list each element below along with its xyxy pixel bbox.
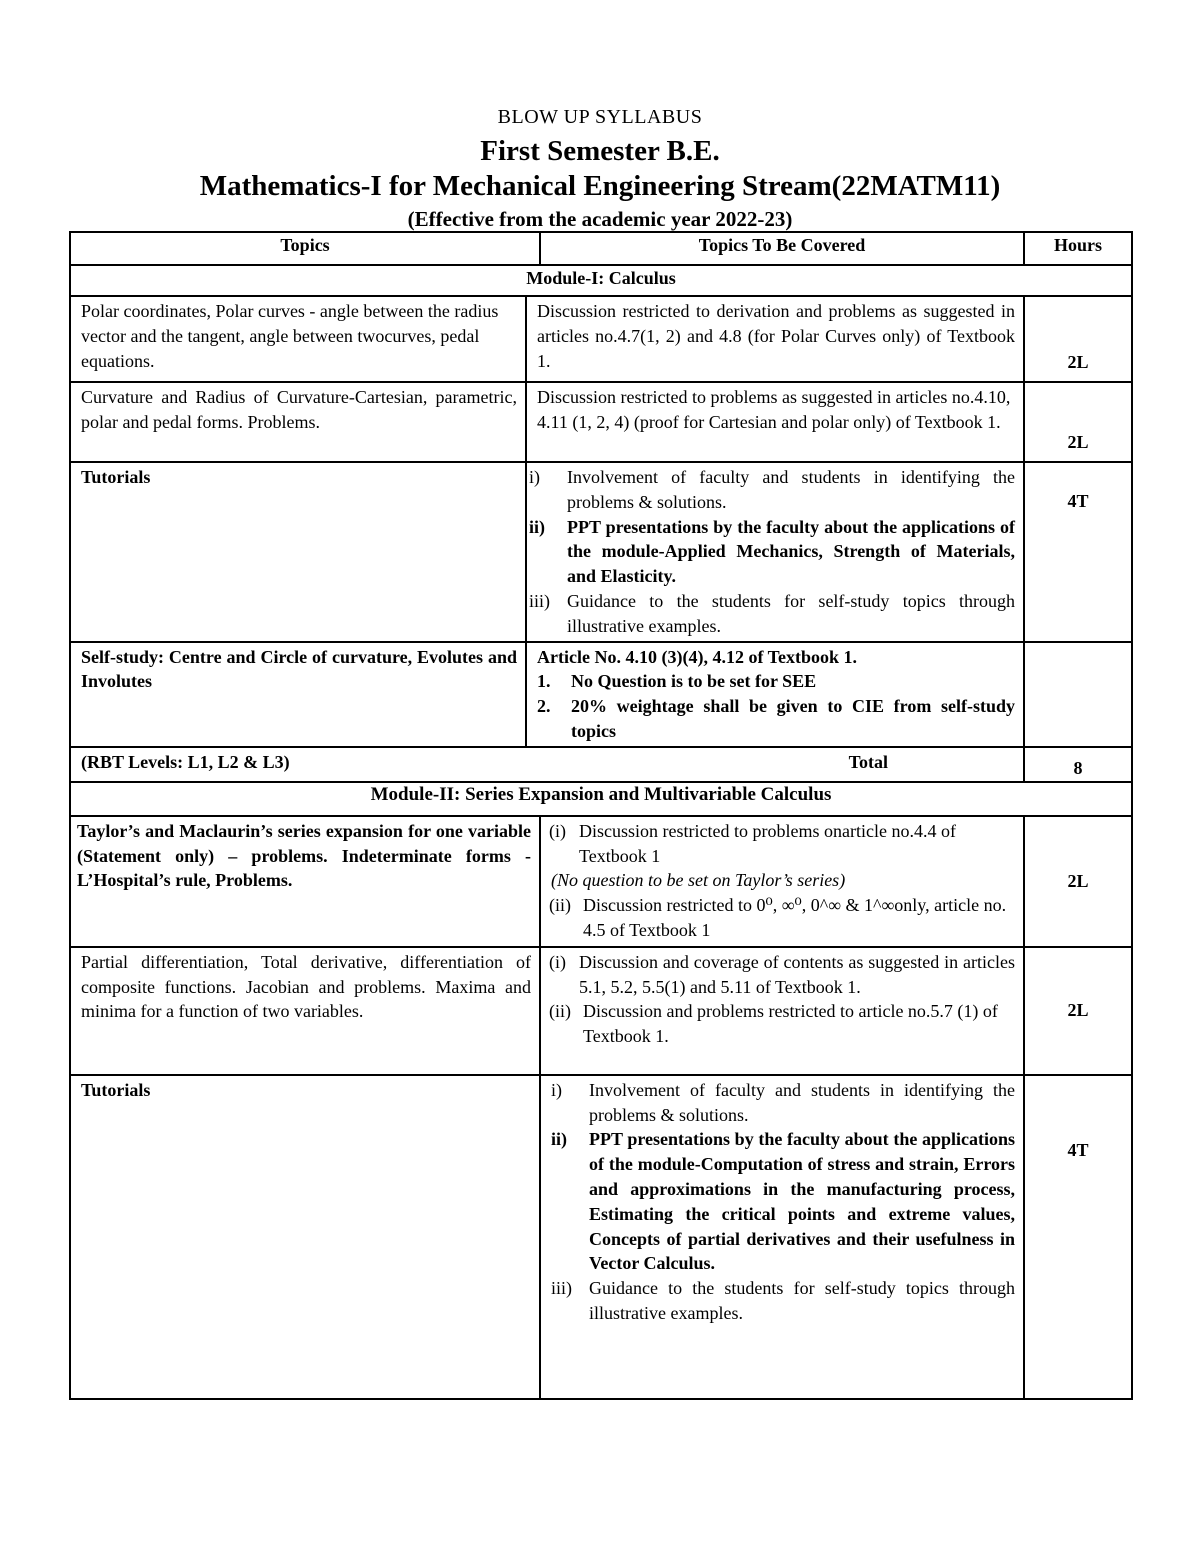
covered-cell: Discussion restricted to derivation and problems as suggested in articles no.4.7(1, 2) and 4.8 (for Polar Curves only) of Textbook 1. bbox=[526, 296, 1024, 382]
table-row bbox=[70, 816, 1132, 947]
table-row bbox=[70, 642, 1132, 747]
semester-title: First Semester B.E. bbox=[480, 135, 720, 167]
selfstudy-list bbox=[537, 669, 1015, 743]
list-item: ii) PPT presentations by the faculty about the applications of the module-Applied Mechanics, Strength of Materials, and Elasticity. bbox=[529, 516, 1016, 587]
col-topics-header: Topics bbox=[70, 232, 540, 265]
covered-cell: Discussion restricted to problems as suggested in articles no.4.10, 4.11 (1, 2, 4) (proof for Cartesian and polar only) of Textbook 1. bbox=[526, 382, 1024, 462]
selfstudy-article: Article No. 4.10 (3)(4), 4.12 of Textbook 1. bbox=[537, 646, 857, 667]
effective-year: (Effective from the academic year 2022-23) bbox=[407, 207, 793, 231]
hours-cell: 4T bbox=[1024, 462, 1132, 642]
syllabus-table bbox=[69, 231, 1133, 1400]
hours-cell: 2L bbox=[1024, 296, 1132, 382]
table-header-row bbox=[70, 232, 1132, 265]
doc-label: BLOW UP SYLLABUS bbox=[497, 106, 703, 128]
hours-cell: 2L bbox=[1024, 382, 1132, 462]
hours-cell: 2L bbox=[1024, 816, 1132, 947]
list-item: (No question to be set on Taylor’s series) bbox=[551, 870, 846, 891]
selfstudy-covered-cell bbox=[526, 642, 1024, 747]
list-item: (ii) Discussion restricted to 0⁰, ∞⁰, 0^∞ & 1^∞only, article no. 4.5 of Textbook 1 bbox=[549, 895, 1007, 940]
selfstudy-topic-cell: Self-study: Centre and Circle of curvature, Evolutes and Involutes bbox=[70, 642, 526, 747]
covered-cell bbox=[540, 816, 1024, 947]
topic-cell: Curvature and Radius of Curvature-Cartesian, parametric, polar and pedal forms. Problems. bbox=[70, 382, 526, 462]
list-item: iii) Guidance to the students for self-study topics through illustrative examples. bbox=[529, 590, 1016, 636]
list-item: 2. 20% weightage shall be given to CIE from self-study topics bbox=[537, 696, 1016, 741]
hours-cell bbox=[1024, 642, 1132, 747]
module1-title: Module-I: Calculus bbox=[70, 265, 1132, 296]
total-cell bbox=[70, 747, 1024, 782]
tutorials-list bbox=[551, 1078, 1015, 1326]
table-row bbox=[70, 947, 1132, 1075]
module2-title-row bbox=[70, 782, 1132, 816]
topic-cell: Partial differentiation, Total derivative, differentiation of composite functions. Jacobian and problems. Maxima and minima for a function of two variables. bbox=[70, 947, 540, 1075]
list-item: ii) PPT presentations by the faculty about the applications of the module-Computation of stress and strain, Errors and approximations in the manufacturing process, Estimating the critical points and extreme values, Concepts of partial derivatives and their usefulness in Vector Calculus. bbox=[551, 1129, 1016, 1274]
table-row bbox=[70, 296, 1132, 382]
table-row bbox=[70, 1075, 1132, 1399]
total-row bbox=[70, 747, 1132, 782]
col-hours-header: Hours bbox=[1024, 232, 1132, 265]
list-item: i) Involvement of faculty and students in identifying the problems & solutions. bbox=[529, 467, 1016, 512]
covered-list bbox=[549, 819, 1015, 943]
covered-list bbox=[549, 950, 1015, 1049]
hours-cell: 2L bbox=[1024, 947, 1132, 1075]
course-title: Mathematics-I for Mechanical Engineering Stream(22MATM11) bbox=[199, 170, 1001, 202]
table-row bbox=[70, 462, 1132, 642]
total-value-cell: 8 bbox=[1024, 747, 1132, 782]
tutorials-cell bbox=[540, 1075, 1024, 1399]
tutorials-label-cell: Tutorials bbox=[70, 1075, 540, 1399]
topic-cell: Taylor’s and Maclaurin’s series expansion for one variable (Statement only) – problems. Indeterminate forms - L’Hospital’s rule, Problems. bbox=[70, 816, 540, 947]
topic-cell: Polar coordinates, Polar curves - angle between the radius vector and the tangent, angle between twocurves, pedal equations. bbox=[70, 296, 526, 382]
list-item: 1. No Question is to be set for SEE bbox=[537, 671, 817, 692]
rbt-levels: (RBT Levels: L1, L2 & L3) bbox=[81, 751, 290, 772]
tutorials-cell bbox=[526, 462, 1024, 642]
list-item: (ii) Discussion and problems restricted to article no.5.7 (1) of Textbook 1. bbox=[549, 1001, 998, 1047]
total-label: Total bbox=[848, 751, 889, 772]
module1-title-row bbox=[70, 265, 1132, 296]
col-covered-header: Topics To Be Covered bbox=[540, 232, 1024, 265]
list-item: i) Involvement of faculty and students in identifying the problems & solutions. bbox=[551, 1079, 1016, 1125]
covered-cell bbox=[540, 947, 1024, 1075]
list-item: iii) Guidance to the students for self-study topics through illustrative examples. bbox=[551, 1278, 1016, 1323]
list-item: (i) Discussion restricted to problems onarticle no.4.4 of Textbook 1 bbox=[549, 820, 956, 866]
list-item: (i) Discussion and coverage of contents as suggested in articles 5.1, 5.2, 5.5(1) and 5.11 of Textbook 1. bbox=[549, 951, 1016, 997]
tutorials-list bbox=[529, 465, 1015, 639]
table-row bbox=[70, 382, 1132, 462]
hours-cell: 4T bbox=[1024, 1075, 1132, 1399]
tutorials-label-cell: Tutorials bbox=[70, 462, 526, 642]
module2-title: Module-II: Series Expansion and Multivariable Calculus bbox=[70, 782, 1132, 816]
